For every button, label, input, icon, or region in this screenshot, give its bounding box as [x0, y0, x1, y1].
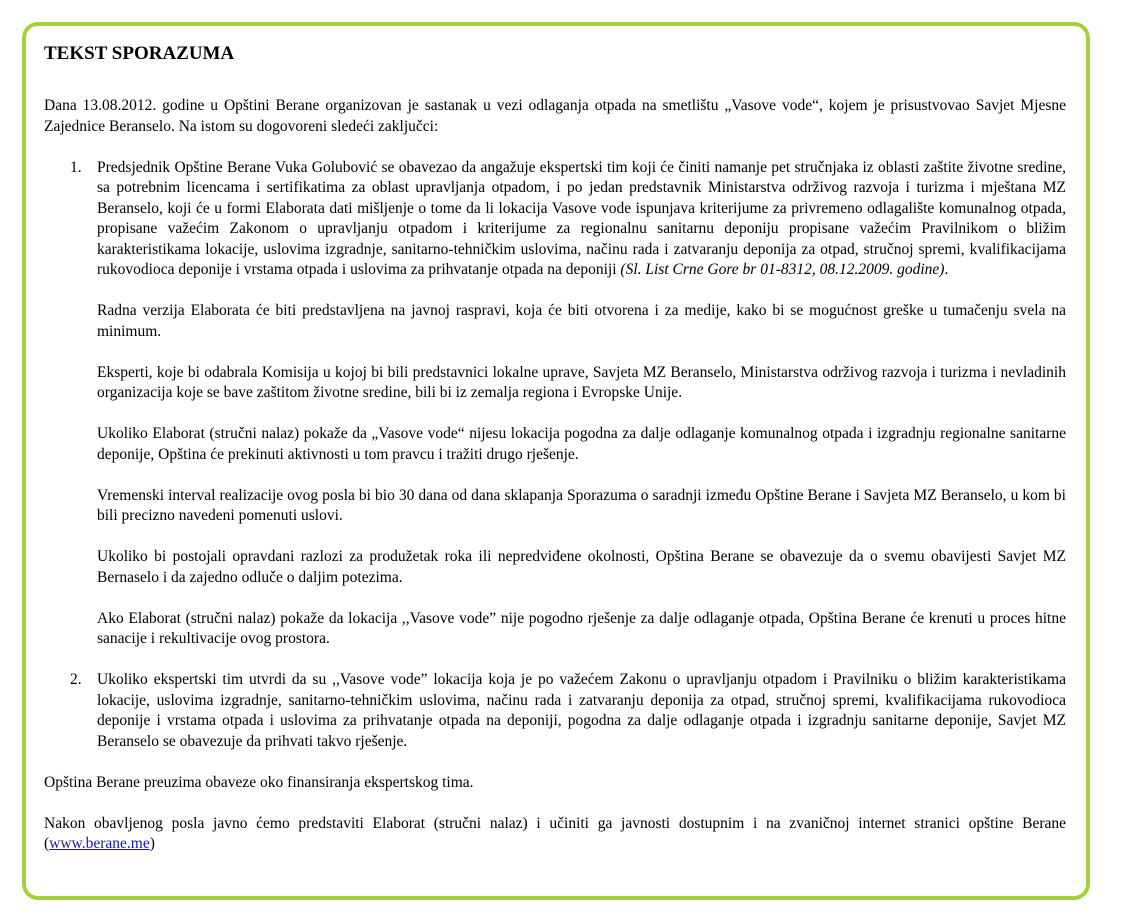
closing-paragraph-2: [44, 814, 1066, 855]
list-item-2: [44, 670, 1066, 752]
intro-paragraph: Dana 13.08.2012. godine u Opštini Berane organizovan je sastanak u vezi odlaganja otpada na smetlištu „Vasove vode“, kojem je prisustvovao Savjet Mjesne Zajednice Beranselo. Na istom su dogovoreni sledeći zaključci:: [44, 97, 1066, 135]
list-number: 1.: [70, 158, 82, 176]
list-item-1-end: .: [944, 261, 949, 278]
document-frame: [22, 22, 1090, 900]
sub-paragraph: Eksperti, koje bi odabrala Komisija u kojoj bi bili predstavnici lokalne uprave, Savjeta MZ Beranselo, Ministarstva održivog razvoja i turizma i nevladinih organizacija koje se bave zaštitom životne sredine, bili bi iz zemalja regiona i Evropske Unije.: [97, 363, 1066, 401]
sub-paragraph: Vremenski interval realizacije ovog posla bi bio 30 dana od dana sklapanja Sporazuma o saradnji između Opštine Berane i Savjeta MZ Beranselo, u kom bi bili precizno navedeni pomenuti uslovi.: [97, 486, 1066, 524]
list-number: 2.: [70, 671, 82, 688]
sub-paragraph: Ako Elaborat (stručni nalaz) pokaže da lokacija ,,Vasove vode” nije pogodno rješenje za dalje odlaganje otpada, Opština Berane će krenuti u proces hitne sanacije i rekultivacije ovog prostora.: [97, 609, 1066, 647]
website-link[interactable]: www.berane.me: [49, 835, 150, 852]
closing-paragraph-2-end: ): [149, 835, 155, 852]
document-title: TEKST SPORAZUMA: [44, 43, 235, 64]
document-body: [44, 42, 1066, 875]
closing-paragraph-2-text: Nakon obavljenog posla javno ćemo predstaviti Elaborat (stručni nalaz) i učiniti ga javnosti dostupnim i na zvaničnoj internet stranici opštine Berane (: [44, 814, 1066, 852]
legal-citation: (Sl. List Crne Gore br 01-8312, 08.12.2009. godine): [620, 261, 945, 278]
sub-paragraph: Ukoliko bi postojali opravdani razlozi za produžetak roka ili nepredviđene okolnosti, Opština Berane se obavezuje da o svemu obavijesti Savjet MZ Bernaselo i da zajedno odluče o daljim potezima.: [97, 548, 1066, 586]
sub-paragraph: Radna verzija Elaborata će biti predstavljena na javnoj raspravi, koja će biti otvorena i za medije, kako bi se mogućnost greške u tumačenju svela na minimum.: [97, 302, 1066, 340]
sub-paragraph: Ukoliko Elaborat (stručni nalaz) pokaže da „Vasove vode“ nijesu lokacija pogodna za dalje odlaganje komunalnog otpada i izgradnju regionalne sanitarne deponije, Opština će prekinuti aktivnosti u tom pravcu i tražiti drugo rješenje.: [97, 425, 1066, 463]
list-item-1-text: Predsjednik Opštine Berane Vuka Golubović se obavezao da angažuje ekspertski tim koji će činiti namanje pet stručnjaka iz oblasti zaštite životne sredine, sa potrebnim licencama i sertifikatima za oblast upravljanja otpadom, i po jedan predstavnik Ministarstva održivog razvoja i turizma i mještana MZ Beranselo, koji će u formi Elaborata dati mišljenje o tome da li lokacija Vasove vode ispunjava kriterijume za privremeno odlagalište komunalnog otpada, propisane važećim Zakonom o upravljanju otpadom i kriterijume za regionalnu sanitarnu deponiju propisane važećim Pravilnikom o bližim karakteristikama lokacije, uslovima izgradnje, sanitarno-tehničkim uslovima, načinu rada i zatvaranju deponija za otpad, stručnoj spremi, kvalifikacijama rukovodioca deponije i vrstama otpada i uslovima za prihvatanje otpada na deponiji: [97, 158, 1066, 278]
list-item-1: [44, 158, 1066, 281]
closing-paragraph-1: Opština Berane preuzima obaveze oko finansiranja ekspertskog tima.: [44, 773, 474, 791]
list-item-2-text: Ukoliko ekspertski tim utvrdi da su ,,Vasove vode” lokacija koja je po važećem Zakonu o upravljanju otpadom i Pravilniku o bližim karakteristikama lokacije, uslovima izgradnje, sanitarno-tehničkim uslovima, načinu rada i zatvaranju deponija za otpad, stručnoj spremi, kvalifikacijama rukovodioca deponije i vrstama otpada i uslovima za prihvatanje otpada na deponiji, pogodna za dalje odlaganje otpada i izgradnju sanitarne deponije, Savjet MZ Beranselo se obavezuje da prihvati takvo rješenje.: [97, 671, 1066, 750]
